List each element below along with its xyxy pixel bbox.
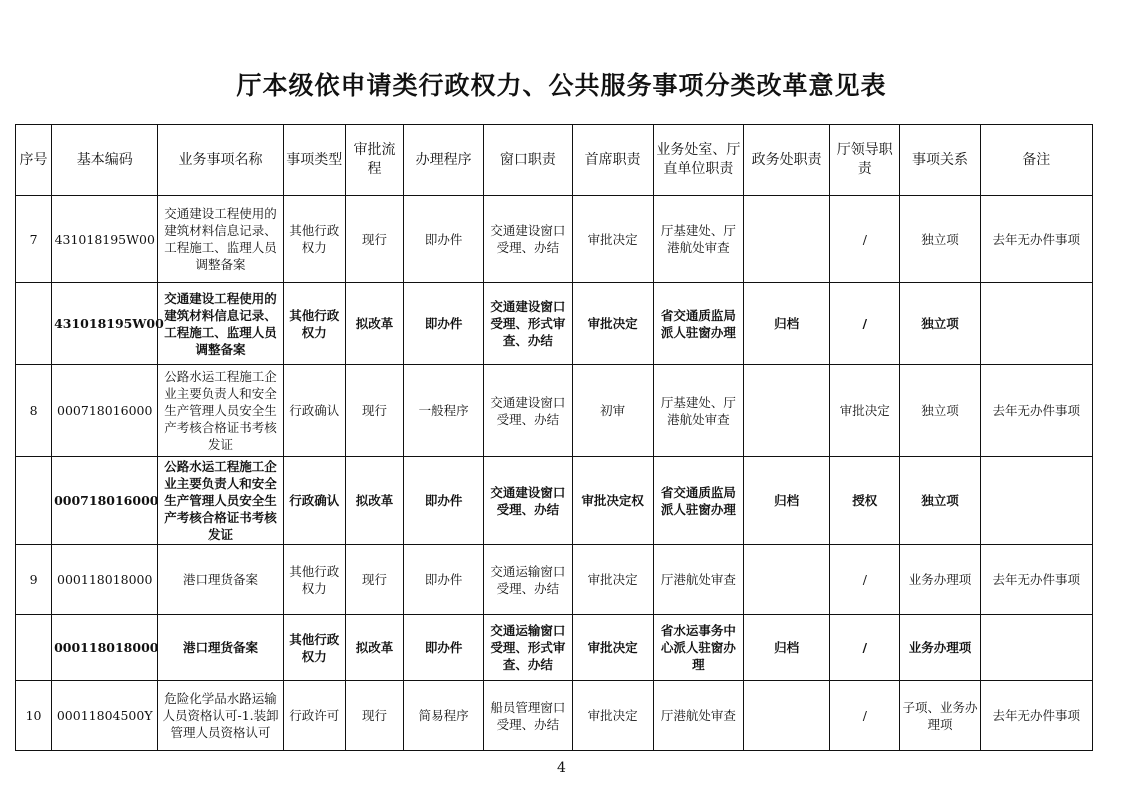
cell-name: 公路水运工程施工企业主要负责人和安全生产管理人员安全生产考核合格证书考核发证 — [158, 365, 283, 457]
table-row — [16, 365, 1093, 457]
cell-chief: 审批决定 — [572, 545, 653, 615]
cell-procedure: 一般程序 — [404, 365, 484, 457]
cell-leader: / — [830, 196, 900, 283]
cell-flow: 拟改革 — [345, 457, 403, 545]
cell-window: 交通运输窗口受理、办结 — [484, 545, 572, 615]
table-row — [16, 196, 1093, 283]
cell-procedure: 即办件 — [404, 545, 484, 615]
cell-dept: 厅基建处、厅港航处审查 — [653, 365, 743, 457]
cell-relation: 独立项 — [900, 457, 980, 545]
cell-leader: / — [830, 681, 900, 751]
cell-chief: 审批决定 — [572, 283, 653, 365]
cell-type: 行政确认 — [283, 365, 345, 457]
cell-code: 431018195W00 — [52, 196, 158, 283]
cell-procedure: 即办件 — [404, 196, 484, 283]
cell-gov — [743, 365, 829, 457]
cell-no: 7 — [16, 196, 52, 283]
cell-no: 9 — [16, 545, 52, 615]
header-cell-chief: 首席职责 — [572, 125, 653, 196]
page-number: 4 — [557, 760, 566, 776]
cell-flow: 拟改革 — [345, 615, 403, 681]
page-title: 厅本级依申请类行政权力、公共服务事项分类改革意见表 — [236, 71, 887, 100]
cell-chief: 审批决定 — [572, 196, 653, 283]
cell-flow: 现行 — [345, 681, 403, 751]
cell-window: 交通建设窗口受理、办结 — [484, 457, 572, 545]
cell-leader: / — [830, 615, 900, 681]
header-row — [16, 125, 1093, 196]
header-cell-window: 窗口职责 — [484, 125, 572, 196]
cell-type: 其他行政权力 — [283, 545, 345, 615]
cell-relation: 独立项 — [900, 196, 980, 283]
cell-remark — [980, 457, 1092, 545]
cell-remark — [980, 283, 1092, 365]
reform-table — [15, 124, 1093, 751]
header-cell-remark: 备注 — [980, 125, 1092, 196]
cell-no — [16, 457, 52, 545]
header-cell-code: 基本编码 — [52, 125, 158, 196]
cell-remark: 去年无办件事项 — [980, 365, 1092, 457]
cell-gov — [743, 545, 829, 615]
cell-name: 交通建设工程使用的建筑材料信息记录、工程施工、监理人员调整备案 — [158, 196, 283, 283]
cell-window: 交通建设窗口受理、办结 — [484, 365, 572, 457]
cell-flow: 拟改革 — [345, 283, 403, 365]
cell-flow: 现行 — [345, 365, 403, 457]
cell-code: 000718016000 — [52, 365, 158, 457]
cell-window: 船员管理窗口受理、办结 — [484, 681, 572, 751]
cell-remark: 去年无办件事项 — [980, 545, 1092, 615]
cell-chief: 审批决定 — [572, 615, 653, 681]
header-cell-name: 业务事项名称 — [158, 125, 283, 196]
cell-chief: 审批决定 — [572, 681, 653, 751]
header-cell-gov: 政务处职责 — [743, 125, 829, 196]
table-row — [16, 457, 1093, 545]
cell-procedure: 简易程序 — [404, 681, 484, 751]
cell-code: 00011804500Y — [52, 681, 158, 751]
cell-name: 公路水运工程施工企业主要负责人和安全生产管理人员安全生产考核合格证书考核发证 — [158, 457, 283, 545]
cell-procedure: 即办件 — [404, 457, 484, 545]
cell-flow: 现行 — [345, 196, 403, 283]
cell-type: 行政确认 — [283, 457, 345, 545]
cell-dept: 厅港航处审查 — [653, 545, 743, 615]
cell-flow: 现行 — [345, 545, 403, 615]
cell-type: 其他行政权力 — [283, 615, 345, 681]
cell-no: 8 — [16, 365, 52, 457]
cell-code: 000718016000 — [52, 457, 158, 545]
cell-procedure: 即办件 — [404, 283, 484, 365]
cell-relation: 业务办理项 — [900, 545, 980, 615]
cell-leader: 审批决定 — [830, 365, 900, 457]
cell-type: 行政许可 — [283, 681, 345, 751]
cell-dept: 省水运事务中心派人驻窗办理 — [653, 615, 743, 681]
table-row — [16, 545, 1093, 615]
cell-leader: / — [830, 283, 900, 365]
cell-window: 交通运输窗口受理、形式审查、办结 — [484, 615, 572, 681]
cell-name: 危险化学品水路运输人员资格认可-1.装卸管理人员资格认可 — [158, 681, 283, 751]
cell-name: 交通建设工程使用的建筑材料信息记录、工程施工、监理人员调整备案 — [158, 283, 283, 365]
cell-chief: 审批决定权 — [572, 457, 653, 545]
cell-code: 431018195W00 — [52, 283, 158, 365]
header-cell-leader: 厅领导职责 — [830, 125, 900, 196]
cell-no — [16, 615, 52, 681]
cell-relation: 业务办理项 — [900, 615, 980, 681]
cell-remark: 去年无办件事项 — [980, 681, 1092, 751]
cell-remark — [980, 615, 1092, 681]
header-cell-flow: 审批流程 — [345, 125, 403, 196]
cell-gov: 归档 — [743, 457, 829, 545]
cell-chief: 初审 — [572, 365, 653, 457]
cell-code: 000118018000 — [52, 615, 158, 681]
cell-remark: 去年无办件事项 — [980, 196, 1092, 283]
cell-name: 港口理货备案 — [158, 545, 283, 615]
cell-procedure: 即办件 — [404, 615, 484, 681]
cell-relation: 独立项 — [900, 365, 980, 457]
header-cell-dept: 业务处室、厅直单位职责 — [653, 125, 743, 196]
cell-gov: 归档 — [743, 615, 829, 681]
cell-dept: 厅基建处、厅港航处审查 — [653, 196, 743, 283]
cell-type: 其他行政权力 — [283, 283, 345, 365]
table-row — [16, 283, 1093, 365]
cell-window: 交通建设窗口受理、形式审查、办结 — [484, 283, 572, 365]
header-cell-type: 事项类型 — [283, 125, 345, 196]
cell-no — [16, 283, 52, 365]
cell-name: 港口理货备案 — [158, 615, 283, 681]
cell-dept: 省交通质监局派人驻窗办理 — [653, 283, 743, 365]
cell-dept: 厅港航处审查 — [653, 681, 743, 751]
header-cell-no: 序号 — [16, 125, 52, 196]
cell-code: 000118018000 — [52, 545, 158, 615]
header-cell-procedure: 办理程序 — [404, 125, 484, 196]
header-cell-relation: 事项关系 — [900, 125, 980, 196]
cell-no: 10 — [16, 681, 52, 751]
cell-gov — [743, 196, 829, 283]
cell-gov — [743, 681, 829, 751]
cell-window: 交通建设窗口受理、办结 — [484, 196, 572, 283]
cell-dept: 省交通质监局派人驻窗办理 — [653, 457, 743, 545]
cell-type: 其他行政权力 — [283, 196, 345, 283]
cell-relation: 独立项 — [900, 283, 980, 365]
table-row — [16, 615, 1093, 681]
table-row — [16, 681, 1093, 751]
cell-gov: 归档 — [743, 283, 829, 365]
cell-leader: / — [830, 545, 900, 615]
cell-relation: 子项、业务办理项 — [900, 681, 980, 751]
cell-leader: 授权 — [830, 457, 900, 545]
